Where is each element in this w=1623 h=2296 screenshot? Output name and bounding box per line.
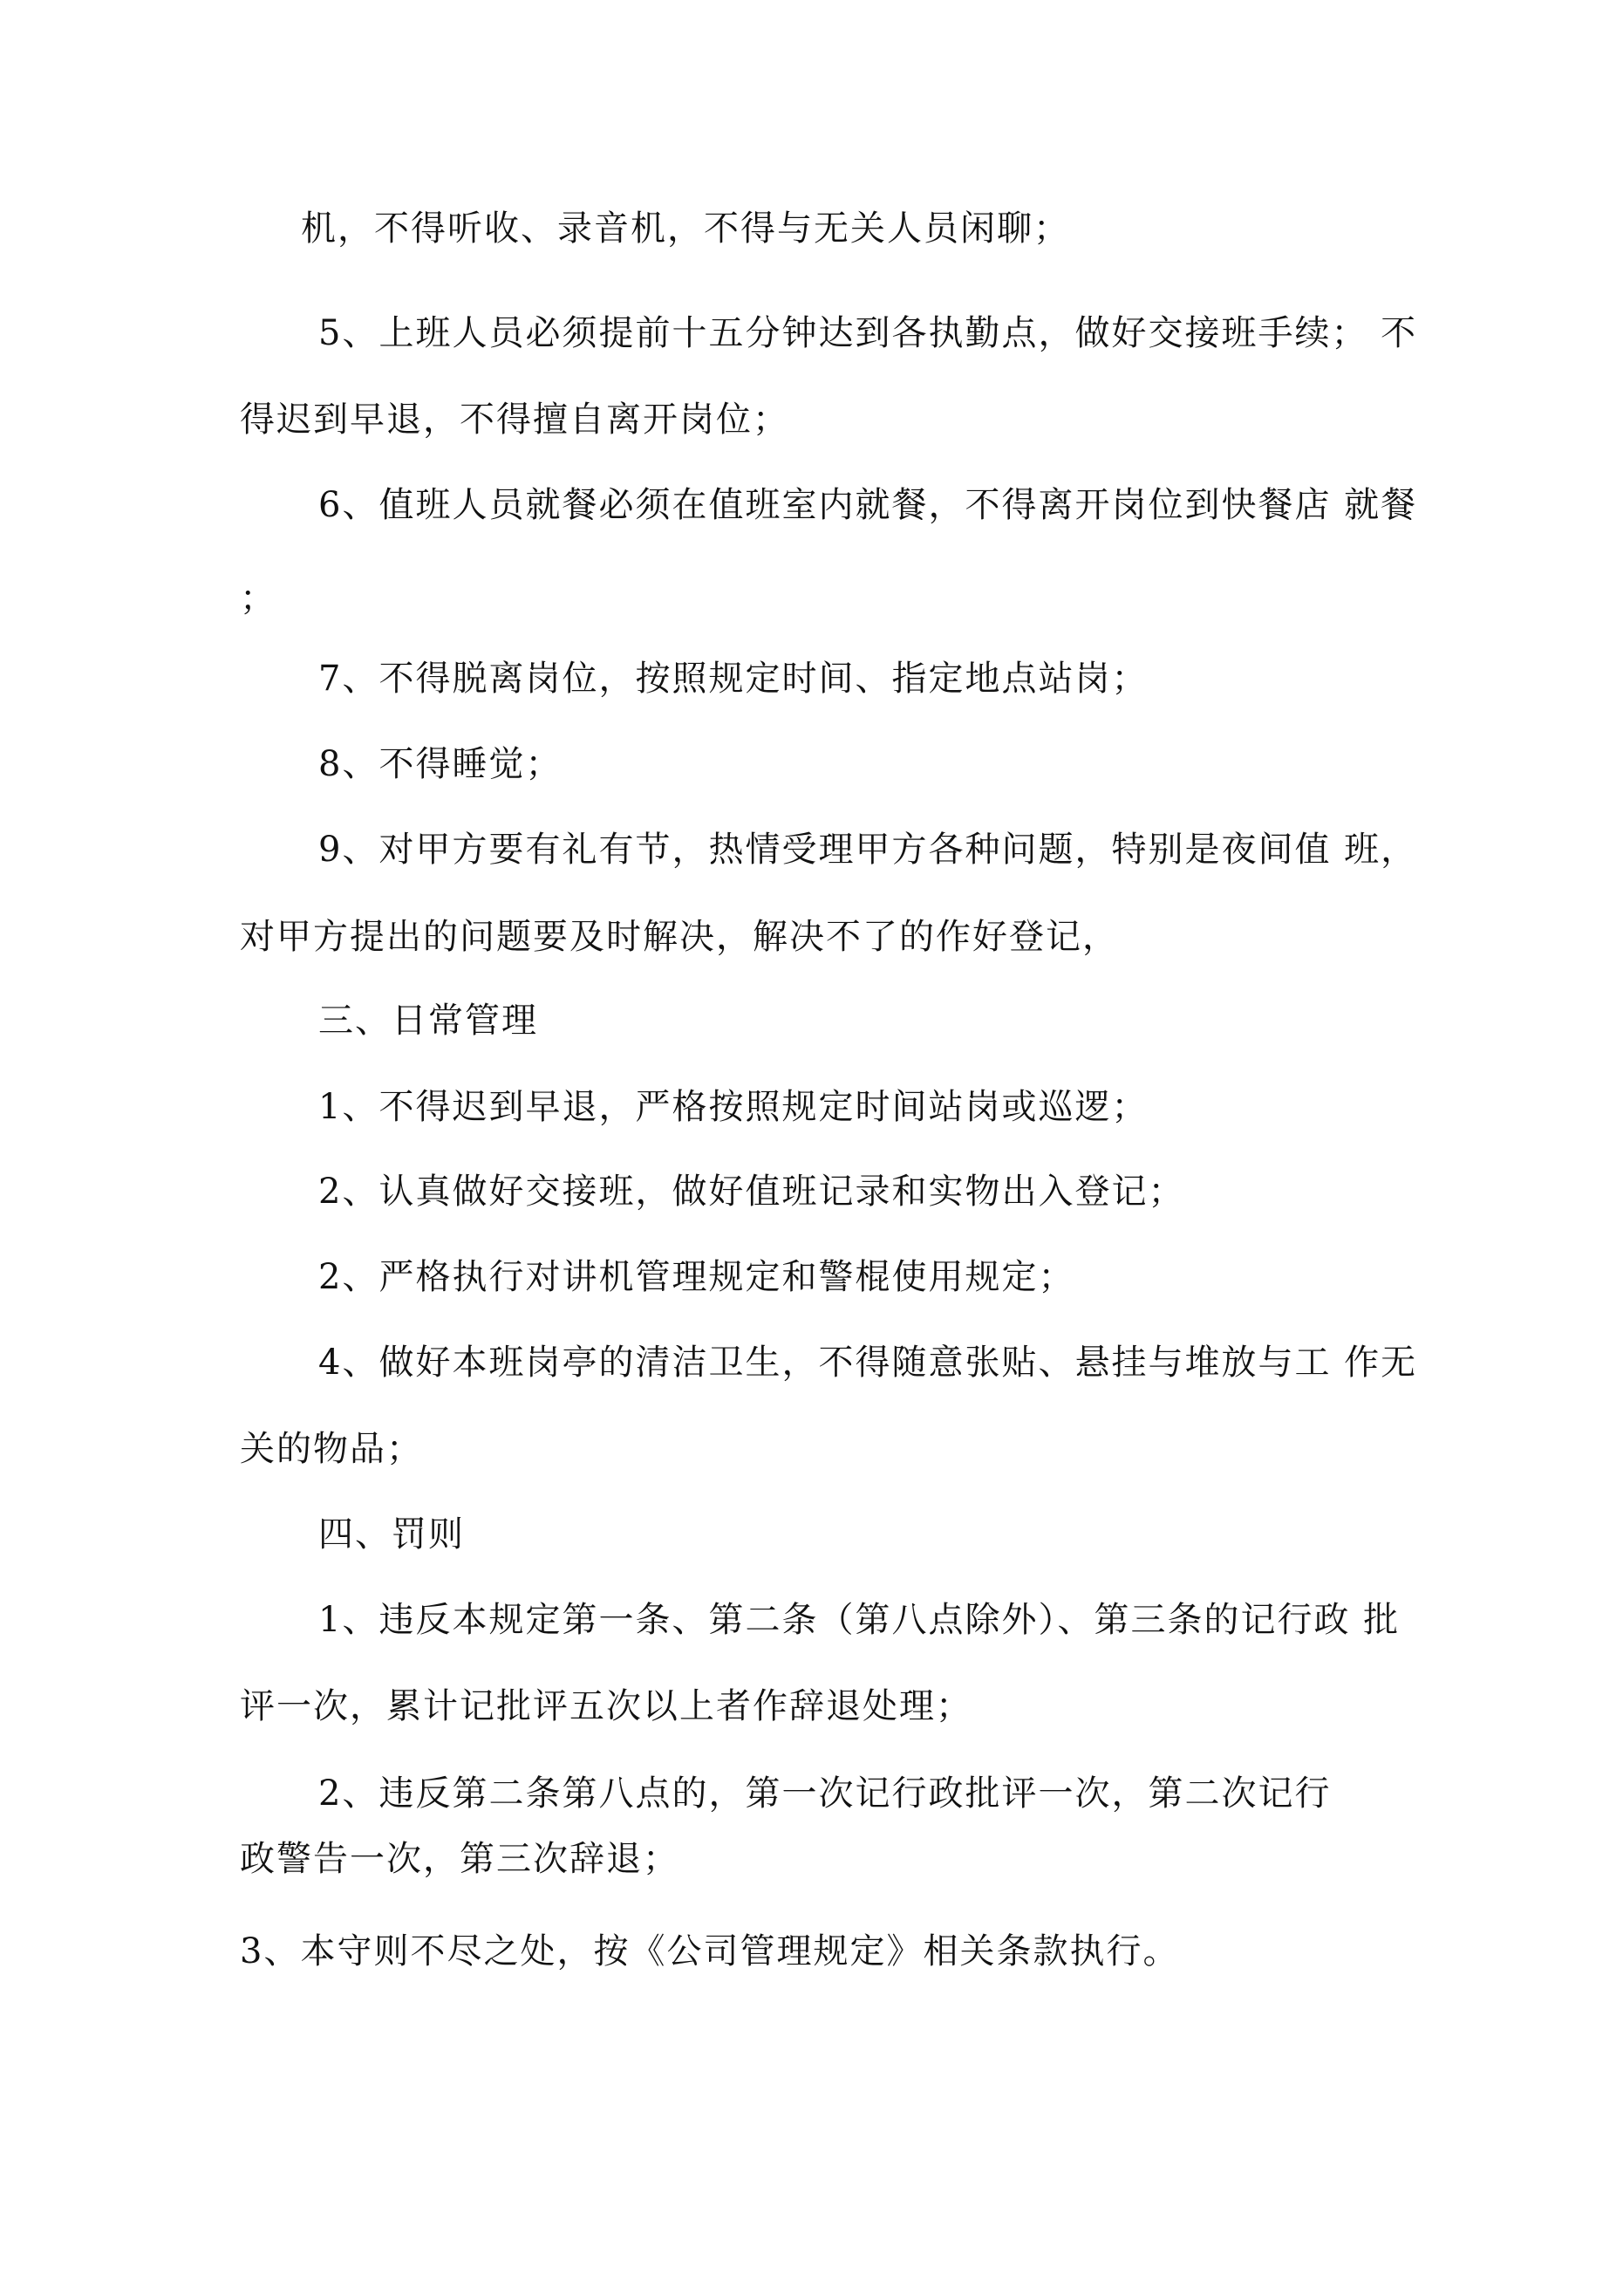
text-line: 5、上班人员必须提前十五分钟达到各执勤点，做好交接班手续； 不 [318,313,1418,353]
text-line: 政警告一次，第三次辞退； [240,1839,679,1879]
section-heading: 三、日常管理 [318,1001,538,1041]
text-line: ； [240,578,276,618]
text-line: 8、不得睡觉； [318,744,563,784]
text-line: 2、违反第二条第八点的，第一次记行政批评一次，第二次记行 [318,1773,1332,1814]
section-heading: 四、罚则 [318,1514,465,1555]
text-line: 1、违反本规定第一条、第二条（第八点除外）、第三条的记行政 批 [318,1600,1401,1640]
text-line: 6、值班人员就餐必须在值班室内就餐，不得离开岗位到快餐店 就餐 [318,485,1418,525]
text-line: 2、严格执行对讲机管理规定和警棍使用规定； [318,1257,1075,1297]
text-line: 关的物品； [240,1429,423,1469]
text-line: 评一次，累计记批评五次以上者作辞退处理； [240,1686,972,1726]
text-line: 4、做好本班岗亭的清洁卫生，不得随意张贴、悬挂与堆放与工 作无 [318,1343,1418,1383]
text-line: 机，不得听收、录音机，不得与无关人员闲聊； [301,208,1070,249]
text-line: 2、认真做好交接班，做好值班记录和实物出入登记； [318,1172,1185,1212]
text-line: 对甲方提出的问题要及时解决，解决不了的作好登记， [240,917,1119,957]
text-line: 得迟到早退，不得擅自离开岗位； [240,400,789,440]
text-line: 3、本守则不尽之处，按《公司管理规定》相关条款执行。 [240,1931,1180,1971]
text-line: 9、对甲方要有礼有节，热情受理甲方各种问题，特别是夜间值 班， [318,830,1418,870]
text-line: 7、不得脱离岗位，按照规定时间、指定地点站岗； [318,659,1149,699]
text-line: 1、不得迟到早退，严格按照规定时间站岗或巡逻； [318,1087,1149,1127]
